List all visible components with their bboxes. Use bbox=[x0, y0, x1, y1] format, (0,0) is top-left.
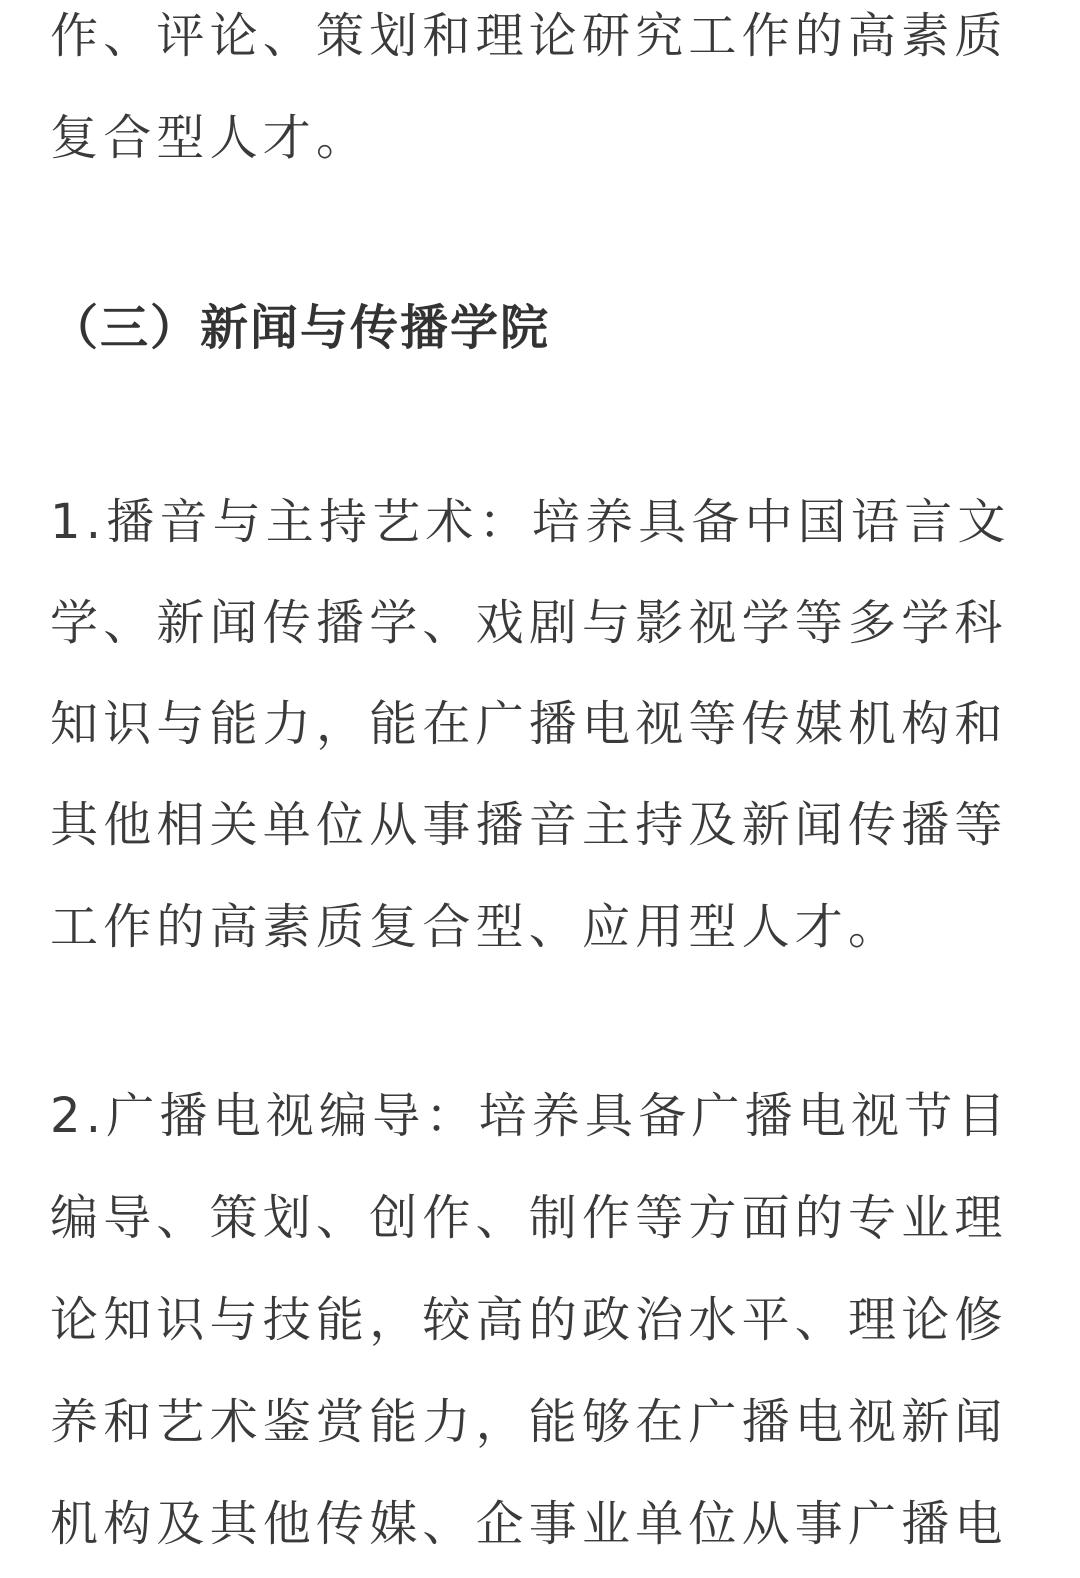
item-1-line-2: 学、新闻传播学、戏剧与影视学等多学科 bbox=[50, 595, 1008, 651]
item-2-line-1: 2.广播电视编导：培养具备广播电视节目 bbox=[50, 1088, 1011, 1144]
section-heading: （三）新闻与传播学院 bbox=[50, 300, 551, 356]
item-1-line-3: 知识与能力，能在广播电视等传媒机构和 bbox=[50, 696, 1008, 752]
item-2-line-5: 机构及其他传媒、企事业单位从事广播电 bbox=[50, 1496, 1008, 1552]
item-1-line-4: 其他相关单位从事播音主持及新闻传播等 bbox=[50, 797, 1008, 853]
item-1-line-1: 1.播音与主持艺术：培养具备中国语言文 bbox=[50, 494, 1011, 550]
item-1-line-5: 工作的高素质复合型、应用型人才。 bbox=[50, 899, 902, 955]
item-2-line-2: 编导、策划、创作、制作等方面的专业理 bbox=[50, 1190, 1008, 1246]
intro-line-1: 作、评论、策划和理论研究工作的高素质 bbox=[50, 8, 1008, 64]
item-2-line-3: 论知识与技能，较高的政治水平、理论修 bbox=[50, 1292, 1008, 1348]
intro-line-2: 复合型人才。 bbox=[50, 110, 370, 166]
item-2-line-4: 养和艺术鉴赏能力，能够在广播电视新闻 bbox=[50, 1394, 1008, 1450]
